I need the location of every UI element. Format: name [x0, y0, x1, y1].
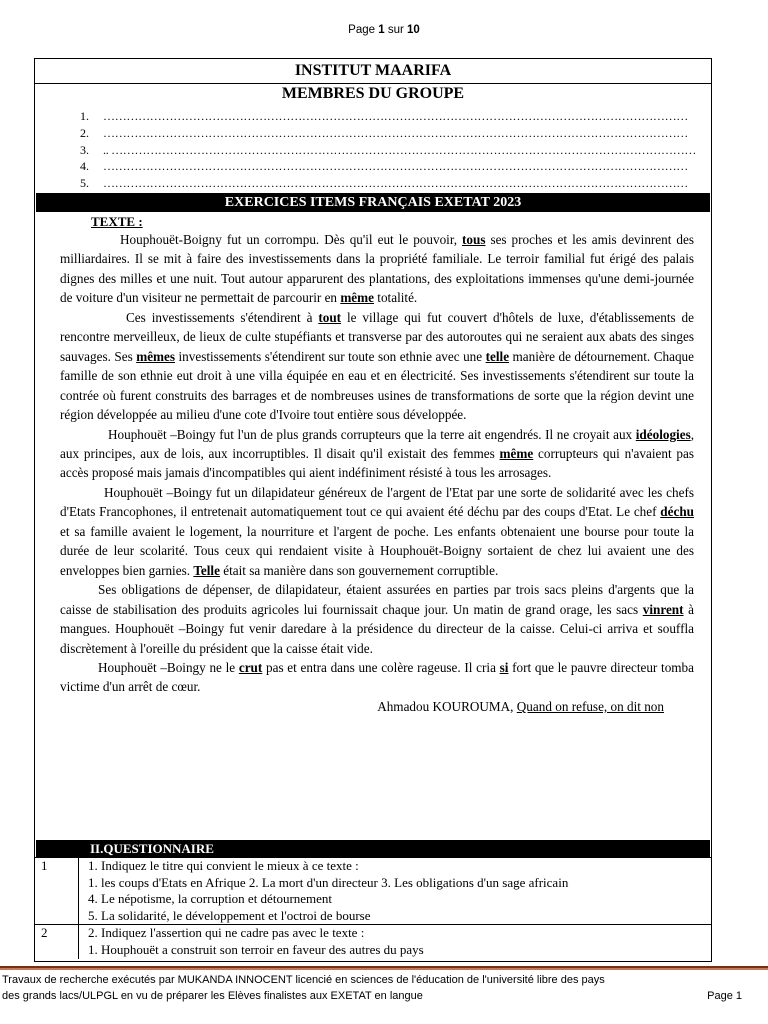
highlight-word: même [340, 290, 374, 306]
member-line[interactable] [63, 108, 696, 125]
text-span: Houphouët –Boingy fut l'un de plus grands corrupteurs que la terre ait engendrés. Il ne croyait aux [108, 426, 636, 442]
question-number: 2 [35, 925, 79, 958]
paragraph-1 [60, 230, 694, 308]
highlight-word: idéologies [635, 426, 691, 442]
text-span: fort que le pauvre directeur tomba victime d'un arrêt de cœur. [60, 659, 694, 695]
text-span: , aux principes, aux de lois, aux incorruptibles. Il disait qu'il existait des femmes [60, 426, 694, 461]
paragraph-2 [60, 308, 694, 425]
highlight-word: si [499, 659, 509, 675]
text-span: pas et entra dans une colère rageuse. Il cria [262, 659, 500, 675]
footer-divider [0, 966, 768, 970]
document-frame [34, 58, 712, 962]
member-blank: …………………………………………………………………………………………………………………………………… [103, 125, 689, 140]
group-title: MEMBRES DU GROUPE [281, 85, 465, 102]
page-footer [2, 972, 742, 1004]
exercise-banner: EXERCICES ITEMS FRANÇAIS EXETAT 2023 [36, 193, 710, 212]
text-span: Ces investissements s'étendirent à [126, 309, 319, 325]
footer-text: Travaux de recherche exécutés par MUKANDA INNOCENT licencié en sciences de l'éducation de l'université libre des pays [2, 974, 605, 986]
member-line[interactable] [63, 125, 696, 142]
questionnaire-title: II.QUESTIONNAIRE [36, 840, 710, 857]
question-number: 1 [35, 858, 79, 924]
page-current: 1 [378, 24, 385, 36]
text-span: totalité. [374, 290, 418, 306]
text-span: Ses obligations de dépenser, de dilapidateur, étaient assurées en parties par trois sacs pleins d'argents que la caisse de stabilisation des produits agricoles lui fournissait chaque jour. Un matin de grand orage, les sacs [60, 582, 694, 617]
text-span: et sa famille avaient le logement, la nourriture et l'argent de poche. Les enfants obtenaient une bourse pour toute la durée de leur scolarité. Tous ceux qui rendaient visite à Houphouët-Boigny sortaient de chez lui avaient une des enveloppes bien garnies. [60, 523, 694, 578]
page-mid: sur [384, 24, 408, 36]
member-number: 4. [80, 159, 89, 174]
question-option[interactable]: 1. les coups d'Etats en Afrique 2. La mort d'un directeur 3. Les obligations d'un sage africain [88, 874, 569, 890]
highlight-word: mêmes [136, 348, 176, 364]
question-row [35, 925, 711, 958]
paragraph-5 [60, 580, 694, 658]
text-span: était sa manière dans son gouvernement corruptible. [219, 562, 499, 578]
page-prefix: Page [348, 24, 379, 36]
page-total: 10 [407, 24, 420, 36]
texte-label: TEXTE : [91, 214, 143, 229]
paragraph-3 [60, 425, 694, 483]
text-span: Houphouët –Boingy ne le [98, 659, 239, 675]
highlight-word: tout [318, 309, 342, 325]
author-name: Ahmadou KOUROUMA, [377, 698, 517, 714]
book-title: Quand on refuse, on dit non [516, 698, 664, 714]
member-line[interactable] [63, 142, 696, 159]
paragraph-4 [60, 483, 694, 580]
member-number: 5. [80, 176, 89, 191]
text-span: manière de détournement. Chaque famille de son ethnie eut droit à une villa équipée en eau et en électricité. Ses investissements s'étendirent sur toute la contrée où furent construits des barrages et de nombreuses usines de transformations de sorte que la région devint une région développée au milieu d'une cote d'Ivoire tout entière sous développée. [60, 348, 694, 423]
question-content [79, 858, 711, 924]
question-content [79, 925, 711, 958]
highlight-word: Telle [193, 562, 220, 578]
footer-page-number: Page 1 [707, 990, 742, 1002]
highlight-word: déchu [660, 504, 694, 520]
highlight-word: même [499, 445, 534, 461]
text-span: Houphouët-Boigny fut un corrompu. Dès qu'il eut le pouvoir, [120, 232, 462, 247]
text-span: Houphouët –Boingy fut un dilapidateur généreux de l'argent de l'Etat par une sorte de solidarité avec les chefs d'Etats Francophones, il entretenait automatiquement tout ce qui avaient été déchu par des coups d'Etat. Le chef [60, 484, 694, 520]
questions-table [35, 857, 711, 959]
question-prompt: 2. Indiquez l'assertion qui ne cadre pas avec le texte : [88, 925, 365, 941]
question-option[interactable]: 1. Houphouët a construit son terroir en faveur des autres du pays [88, 941, 424, 957]
member-number: 1. [80, 109, 89, 123]
member-number: 3. [80, 142, 89, 157]
highlight-word: tous [462, 232, 486, 247]
divider [35, 83, 711, 84]
institute-title: INSTITUT MAARIFA [294, 62, 452, 79]
text-span: à mangues. Houphouët –Boingy fut venir daredare à la présidence du directeur de la caisse. Celui-ci arriva et souffla discrètement à l'oreille du président que la caisse était vide. [60, 601, 694, 656]
highlight-word: crut [238, 659, 263, 675]
text-span: corrupteurs qui n'avaient pas accès proposé mais jamais d'incompatibles qui aient indéfiniment résisté à tous les arrosages. [60, 445, 694, 481]
question-option[interactable]: 4. Le népotisme, la corruption et détournement [88, 891, 333, 907]
text-span: le village qui fut couvert d'hôtels de luxe, d'établissements de rencontre merveilleux, de lieux de culte stupéfiants et transverse par des autoroutes qui ne seraient aux abats des singes sauvages. Ses [60, 309, 694, 364]
member-blank: .. …………………………………………………………………………………………………………………………………… [103, 142, 697, 157]
members-list [63, 108, 696, 192]
question-option[interactable]: 5. La solidarité, le développement et l'octroi de bourse [88, 907, 371, 923]
question-prompt: 1. Indiquez le titre qui convient le mieux à ce texte : [88, 858, 359, 873]
highlight-word: vinrent [642, 601, 684, 617]
member-blank: …………………………………………………………………………………………………………………………………… [103, 159, 689, 174]
text-span: investissements s'étendirent sur toute son ethnie avec une [175, 348, 486, 364]
highlight-word: telle [485, 348, 510, 364]
member-blank: …………………………………………………………………………………………………………………………………… [103, 176, 689, 191]
question-row [35, 858, 711, 925]
paragraph-6 [60, 658, 694, 697]
footer-text: des grands lacs/ULPGL en vu de préparer les Elèves finalistes aux EXETAT en langue [2, 990, 423, 1002]
reading-text [60, 230, 694, 716]
member-line[interactable] [63, 175, 696, 192]
member-blank: …………………………………………………………………………………………………………………………………… [103, 109, 689, 123]
member-number: 2. [80, 125, 89, 140]
author-citation [60, 697, 694, 716]
page-indicator [0, 24, 768, 36]
text-span: ses proches et les amis devinrent des milliardaires. Il se mit à faire des investissements dans la propriété familiale. Le terroir familial fut érigé des palais dignes des milles et une nuit. Tout autour apparurent des plantations, des exploitations immenses qu'une demi-journée de voiture d'un visiteur ne permettait de parcourir en [60, 232, 694, 306]
member-line[interactable] [63, 158, 696, 175]
